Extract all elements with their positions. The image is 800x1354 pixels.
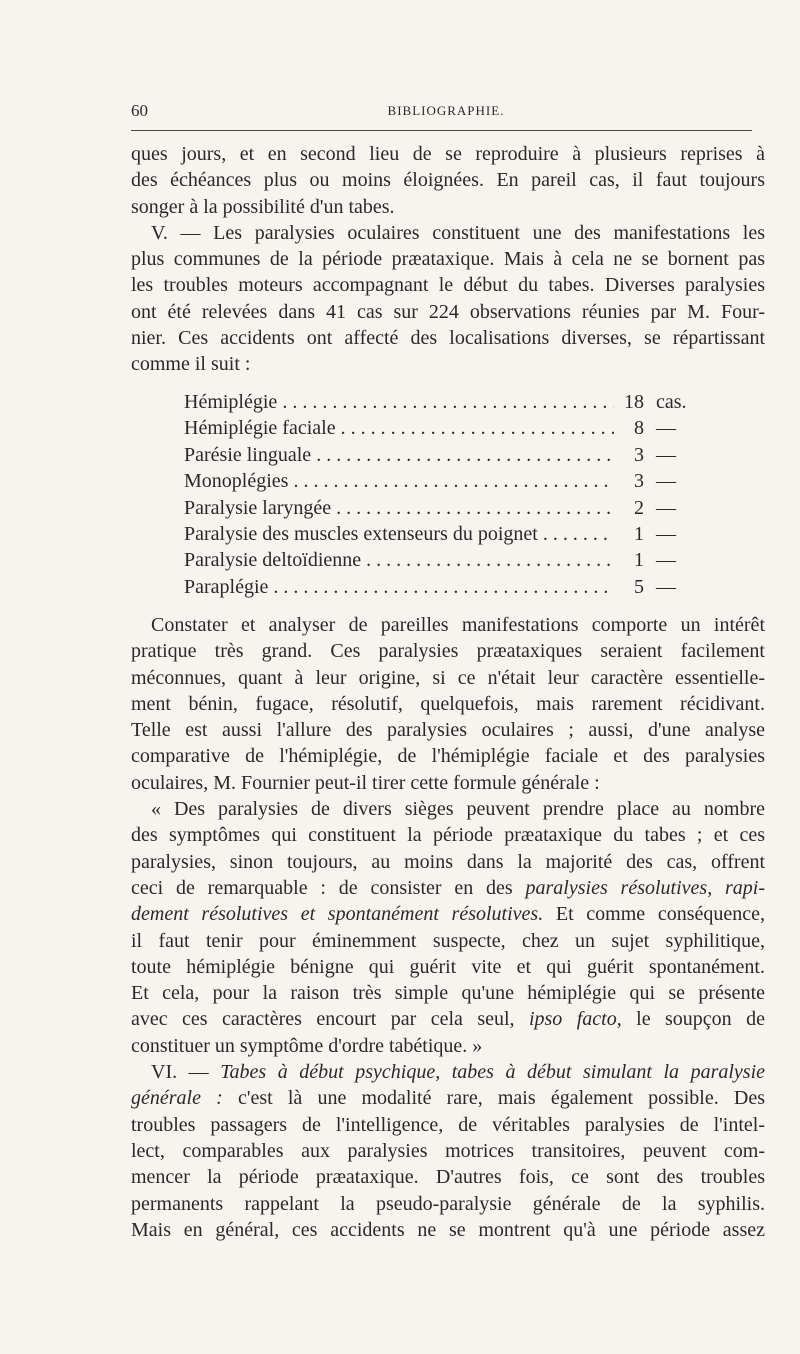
text-line: « Des paralysies de divers sièges peuvent prendre place au nombre bbox=[151, 798, 765, 821]
italic-span: dement résolutives et spontanément résolutives. bbox=[131, 903, 544, 926]
italic-span: Tabes à début psychique, tabes à début simulant la paralysie bbox=[220, 1061, 766, 1084]
text-line: plus communes de la période præataxique. Mais à cela ne se bornent pas bbox=[131, 248, 765, 271]
stat-row bbox=[184, 547, 704, 573]
text-line: constituer un symptôme d'ordre tabétique. » bbox=[131, 1034, 483, 1057]
paralysis-statistics-list bbox=[184, 389, 704, 600]
stat-unit: — bbox=[656, 417, 676, 440]
stat-count: 2 bbox=[634, 496, 644, 519]
section-v-paragraph bbox=[131, 220, 765, 378]
text-line: méconnues, quant à leur origine, si ce n'était leur caractère essentielle- bbox=[131, 666, 765, 689]
section-vi-paragraph bbox=[131, 1059, 765, 1243]
stat-label: Parésie linguale . . . bbox=[184, 442, 614, 468]
text-line: il faut tenir pour éminemment suspecte, chez un sujet syphilitique, bbox=[131, 929, 765, 952]
stat-row bbox=[184, 468, 704, 494]
text-line: ques jours, et en second lieu de se reproduire à plusieurs reprises à bbox=[131, 143, 765, 165]
text-line: les troubles moteurs accompagnant le début du tabes. Diverses paralysies bbox=[131, 274, 765, 297]
italic-span: paralysies résolutives, rapi- bbox=[525, 876, 765, 899]
header-rule bbox=[131, 130, 752, 131]
stat-count: 3 bbox=[634, 443, 644, 466]
italic-span: ipso facto, bbox=[528, 1008, 622, 1031]
text-line bbox=[131, 1006, 765, 1032]
stat-row bbox=[184, 495, 704, 521]
text-span: avec ces caractères encourt par cela seul, bbox=[131, 1008, 529, 1031]
text-line bbox=[131, 901, 765, 927]
stat-unit: — bbox=[656, 549, 676, 572]
text-line: Mais en général, ces accidents ne se montrent qu'à une période assez bbox=[131, 1218, 765, 1241]
stat-label: Paralysie deltoïdienne . . . bbox=[184, 547, 614, 573]
text-line: comme il suit : bbox=[131, 353, 251, 376]
stat-count: 18 bbox=[624, 391, 644, 413]
stat-count: 1 bbox=[634, 549, 644, 572]
text-line: des échéances plus ou moins éloignées. En pareil cas, il faut toujours bbox=[131, 169, 765, 192]
text-line bbox=[131, 1059, 765, 1085]
text-span: le soupçon de bbox=[621, 1008, 765, 1031]
text-line: V. — Les paralysies oculaires constituent une des manifestations les bbox=[151, 221, 765, 244]
stat-unit: — bbox=[656, 470, 676, 493]
text-line: Telle est aussi l'allure des paralysies oculaires ; aussi, d'une analyse bbox=[131, 719, 765, 742]
constater-paragraph bbox=[131, 612, 765, 796]
text-line: ont été relevées dans 41 cas sur 224 observations réunies par M. Four- bbox=[131, 300, 765, 323]
stat-label: Hémiplégie faciale . . . bbox=[184, 415, 614, 441]
stat-row bbox=[184, 574, 704, 600]
text-line: oculaires, M. Fournier peut-il tirer cette formule générale : bbox=[131, 771, 600, 794]
text-line: des symptômes qui constituent la période præataxique du tabes ; et ces bbox=[131, 824, 765, 847]
page-header bbox=[131, 101, 761, 125]
stat-row bbox=[184, 442, 704, 468]
page-number: 60 bbox=[131, 101, 148, 120]
text-line: ment bénin, fugace, résolutif, quelquefois, mais rarement récidivant. bbox=[131, 692, 765, 715]
text-span: Et comme conséquence, bbox=[543, 903, 765, 926]
stat-count: 5 bbox=[634, 575, 644, 598]
stat-label: Monoplégies . . . bbox=[184, 468, 614, 494]
text-line: toute hémiplégie bénigne qui guérit vite et qui guérit spontanément. bbox=[131, 955, 765, 978]
intro-paragraph bbox=[131, 141, 765, 220]
text-line: paralysies, sinon toujours, au moins dans la majorité des cas, offrent bbox=[131, 850, 765, 873]
stat-count: 1 bbox=[634, 523, 644, 546]
text-block-top bbox=[131, 141, 765, 378]
running-title: BIBLIOGRAPHIE. bbox=[387, 103, 505, 118]
text-line: songer à la possibilité d'un tabes. bbox=[131, 195, 395, 218]
stat-row bbox=[184, 415, 704, 441]
text-line: Et cela, pour la raison très simple qu'une hémiplégie qui se présente bbox=[131, 982, 765, 1005]
stat-label: Paralysie laryngée . . . bbox=[184, 495, 614, 521]
text-line: Constater et analyser de pareilles manifestations comporte un intérêt bbox=[151, 614, 765, 636]
stat-label: Paraplégie . . . bbox=[184, 574, 614, 600]
text-line: lect, comparables aux paralysies motrices transitoires, peuvent com- bbox=[131, 1139, 765, 1162]
stat-count: 8 bbox=[634, 417, 644, 440]
italic-span: générale : bbox=[131, 1087, 223, 1110]
text-span: ceci de remarquable : de consister en des bbox=[131, 876, 526, 899]
text-line bbox=[131, 1085, 765, 1111]
stat-unit: — bbox=[656, 575, 676, 598]
stat-unit: — bbox=[656, 523, 676, 546]
text-line: permanents rappelant la pseudo-paralysie générale de la syphilis. bbox=[131, 1192, 765, 1215]
stat-row bbox=[184, 521, 704, 547]
stat-unit: cas. bbox=[656, 391, 687, 413]
text-span: VI. — bbox=[151, 1061, 221, 1084]
text-line: troubles passagers de l'intelligence, de véritables paralysies de l'intel- bbox=[131, 1113, 765, 1136]
text-line: pratique très grand. Ces paralysies præataxiques seraient facilement bbox=[131, 640, 765, 663]
stat-label: Hémiplégie . . . bbox=[184, 389, 614, 415]
stat-unit: — bbox=[656, 443, 676, 466]
stat-unit: — bbox=[656, 496, 676, 519]
text-line: comparative de l'hémiplégie, de l'hémiplégie faciale et des paralysies bbox=[131, 745, 765, 768]
text-line: nier. Ces accidents ont affecté des localisations diverses, se répartissant bbox=[131, 327, 765, 350]
text-line bbox=[131, 875, 765, 901]
stat-count: 3 bbox=[634, 470, 644, 493]
stat-row bbox=[184, 389, 704, 415]
text-block-bottom bbox=[131, 612, 765, 1243]
stat-label: Paralysie des muscles extenseurs du poignet . . . bbox=[184, 521, 614, 547]
fournier-quote bbox=[131, 796, 765, 1059]
text-line: mencer la période præataxique. D'autres fois, ce sont des troubles bbox=[131, 1166, 765, 1189]
text-span: c'est là une modalité rare, mais également possible. Des bbox=[222, 1087, 765, 1110]
